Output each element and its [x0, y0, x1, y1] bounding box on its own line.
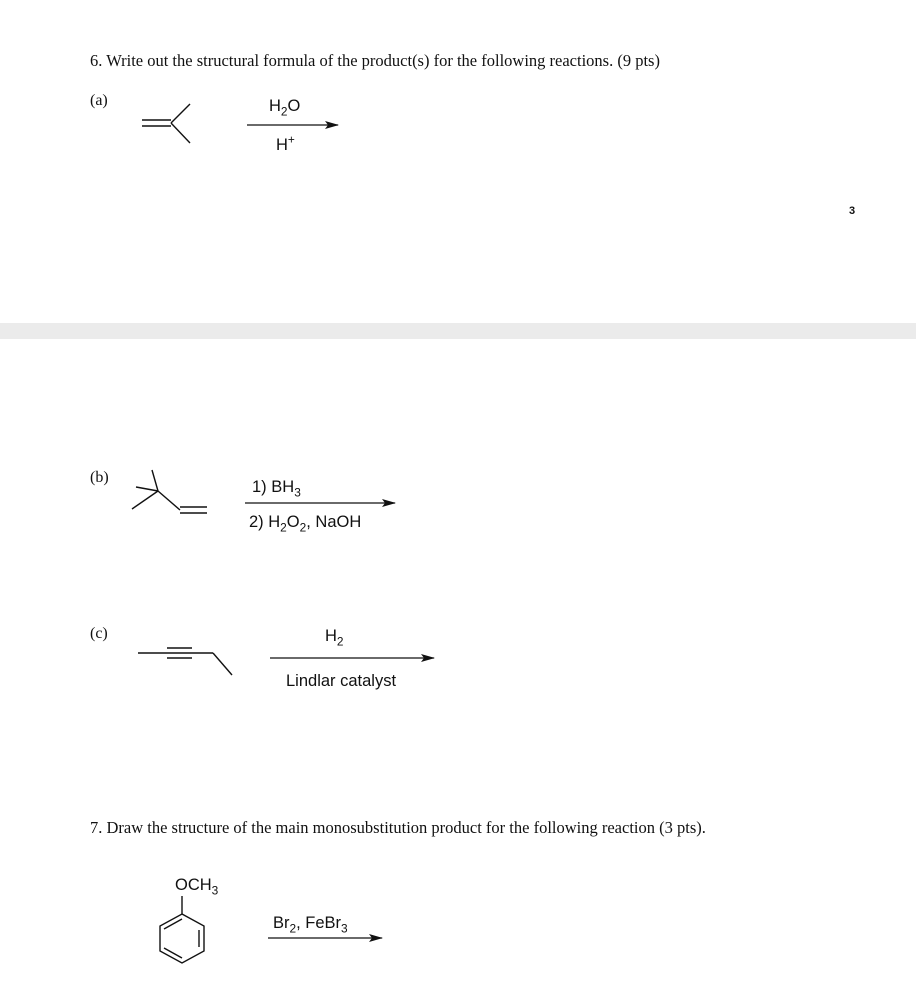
part-c-reagent-above: $H_2$	[325, 627, 344, 649]
question-7-substituent-label: $OCH_3$	[175, 876, 219, 898]
question-6-title: 6. Write out the structural formula of the product(s) for the following reactions. (9 pts)	[90, 51, 660, 70]
part-b-label: (b)	[90, 469, 109, 486]
anisole-structure	[160, 896, 204, 963]
part-a-isobutylene-structure	[142, 104, 190, 143]
part-b-reagent-step1: 1) $BH_3$	[252, 478, 301, 500]
part-b-alkene-structure	[132, 470, 207, 513]
page-number: 3	[849, 205, 856, 217]
question-7-title: 7. Draw the structure of the main monosubstitution product for the following reaction (3 pts).	[90, 818, 706, 837]
part-a-reagent-above: $H_2O$	[269, 97, 301, 119]
part-c-alkyne-structure	[138, 648, 232, 675]
part-a-label: (a)	[90, 92, 108, 109]
part-c-label: (c)	[90, 625, 108, 642]
question-7-reagent: $Br_2$, FeBr$_3$	[273, 914, 348, 936]
part-a-reagent-below: H+	[276, 132, 295, 154]
part-c-reagent-below: Lindlar catalyst	[286, 672, 397, 690]
part-b-reagent-step2: 2) $H_2O_2$, NaOH	[249, 513, 362, 535]
